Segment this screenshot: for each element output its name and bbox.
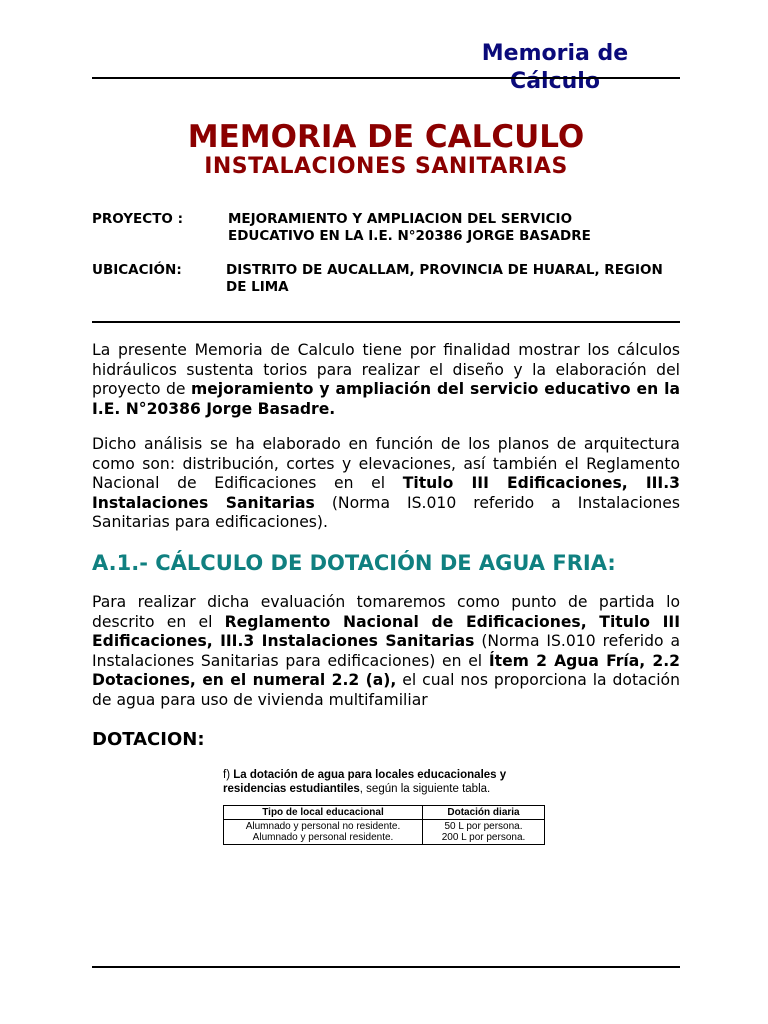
excerpt-heading [223, 768, 549, 796]
evaluation-bold-2: Ítem 2 Agua Fría, 2.2 Dotaciones, en el numeral 2.2 (a), [92, 651, 681, 689]
evaluation-paragraph [92, 593, 680, 710]
evaluation-text-1: Para realizar dicha evaluación tomaremos como punto de partida lo descrito en el [92, 593, 680, 631]
location-value-line2: DE LIMA [226, 279, 289, 295]
table-cell-tipo-row1: Alumnado y personal no residente. [245, 821, 401, 832]
analysis-text-1: Dicho análisis se ha elaborado en función de los planos de arquitectura como son: distribución, cortes y elevaciones, así también el Reglamento Nacional de Edificaciones en el [92, 435, 680, 492]
location-value [226, 262, 682, 296]
location-value-line1: DISTRITO DE AUCALLAM, PROVINCIA DE HUARAL, REGION [226, 262, 663, 278]
project-label: PROYECTO : [92, 211, 183, 227]
header-rule [92, 77, 680, 79]
analysis-paragraph [92, 435, 680, 533]
project-value-line2: EDUCATIVO EN LA I.E. N°20386 JORGE BASADRE [228, 228, 591, 244]
footer-rule [92, 966, 680, 968]
intro-paragraph [92, 341, 680, 419]
table-cell-tipo-row2: Alumnado y personal residente. [252, 832, 394, 843]
intro-bold: mejoramiento y ampliación del servicio educativo en la I.E. N°20386 Jorge Basadre. [92, 380, 680, 418]
analysis-bold: Titulo III Edificaciones, III.3 Instalaciones Sanitarias [92, 474, 681, 512]
excerpt-prefix: f) [223, 769, 234, 781]
document-subtitle: INSTALACIONES SANITARIAS [204, 154, 568, 179]
table-header-row [224, 806, 545, 820]
intro-text: La presente Memoria de Calculo tiene por finalidad mostrar los cálculos hidráulicos sustenta torios para realizar el diseño y la elaboración del proyecto de [92, 341, 680, 398]
table-cell-tipo [224, 820, 423, 845]
dotacion-table [223, 805, 545, 845]
section-heading-dotacion-agua-fria: A.1.- CÁLCULO DE DOTACIÓN DE AGUA FRIA: [92, 551, 616, 575]
project-value-line1: MEJORAMIENTO Y AMPLIACION DEL SERVICIO [228, 211, 573, 227]
norma-excerpt [223, 768, 549, 845]
table-header-tipo: Tipo de local educacional [224, 806, 423, 820]
section-rule [92, 321, 680, 323]
table-row [224, 820, 545, 845]
excerpt-heading-rest: , según la siguiente tabla. [359, 783, 491, 795]
document-title: MEMORIA DE CALCULO [187, 119, 585, 155]
table-cell-dotacion-row2: 200 L por persona. [441, 832, 526, 843]
page-header-title: Memoria de Cálculo [481, 41, 629, 94]
analysis-text-2: (Norma IS.010 referido a Instalaciones Sanitarias para edificaciones). [92, 493, 680, 531]
table-cell-dotacion [423, 820, 545, 845]
evaluation-text-2: (Norma IS.010 referido a Instalaciones Sanitarias para edificaciones) en el [92, 632, 681, 670]
table-header-dotacion: Dotación diaria [423, 806, 545, 820]
table-cell-dotacion-row1: 50 L por persona. [444, 821, 523, 832]
dotacion-heading: DOTACION: [92, 729, 205, 750]
project-value [228, 211, 683, 245]
excerpt-heading-bold: La dotación de agua para locales educacionales y residencias estudiantiles [223, 769, 507, 795]
evaluation-text-3: el cual nos proporciona la dotación de agua para uso de vivienda multifamiliar [92, 671, 680, 709]
evaluation-bold-1: Reglamento Nacional de Edificaciones, Titulo III Edificaciones, III.3 Instalaciones Sanitarias [92, 612, 680, 650]
location-label: UBICACIÓN: [92, 262, 182, 278]
